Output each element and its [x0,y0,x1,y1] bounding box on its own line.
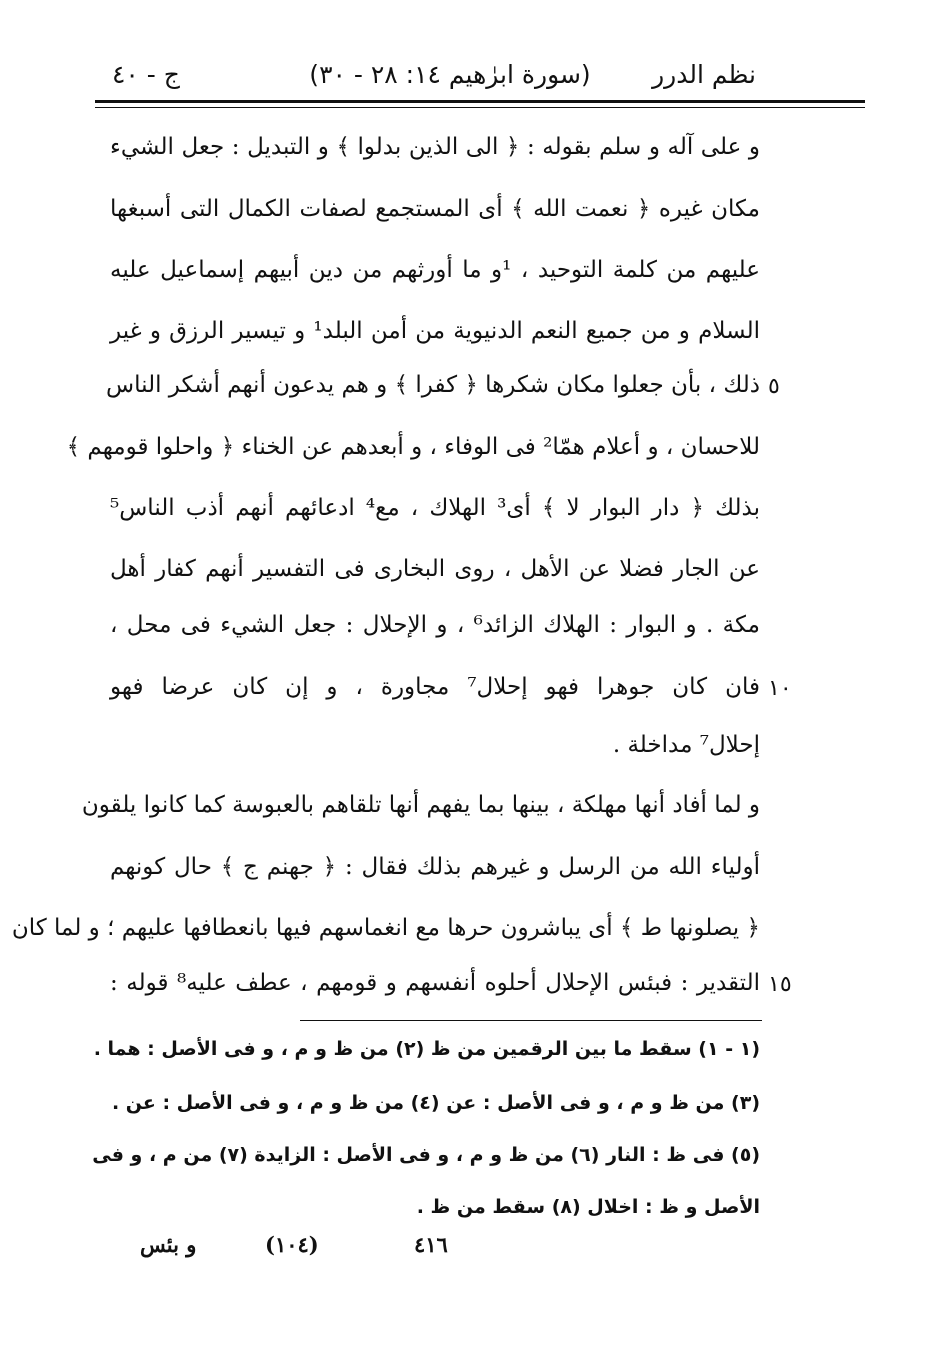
text-line: بذلك ﴿ دار البوار لا ﴾ أى³ الهلاك ، مع⁴ ادعائهم أنهم أذب الناس⁵ [110,495,760,521]
header-rule-thin [95,107,865,108]
running-head-surah: (سورة ابرٰهيم ١٤: ٢٨ - ٣٠) [309,60,591,89]
text-line: التقدير : فبئس الإحلال أحلوه أنفسهم و قومهم ، عطف عليه⁸ قوله : [110,970,760,996]
text-line: إحلال⁷ مداخلة . [612,732,760,758]
text-line: فان كان جوهرا فهو إحلال⁷ مجاورة ، و إن كان عرضا فهو [110,674,760,700]
text-line: ذلك ، بأن جعلوا مكان شكرها ﴿ كفرا ﴾ و هم يدعون أنهم أشكر الناس [106,372,760,398]
text-line: و على آله و سلم بقوله : ﴿ الى الذين بدلوا ﴾ و التبديل : جعل الشيء [110,134,760,160]
text-line: مكة . و البوار : الهلاك الزائد⁶ ، و الإحلال : جعل الشيء فى محل ، [110,612,760,638]
footnote-line: الأصل و ظ : اخلال (٨) سقط من ظ . [416,1196,760,1218]
text-line: ﴿ يصلونها ط ﴾ أى يباشرون حرها مع انغماسهم فيها بانعطافها عليهم ؛ و لما كان [11,915,760,941]
text-line: للاحسان ، و أعلام همّا² فى الوفاء ، و أبعدهم عن الخناء ﴿ واحلوا قومهم ﴾ [66,434,760,460]
line-number-5: ٥ [768,374,780,399]
text-line: السلام و من جميع النعم الدنيوية من أمن البلد¹ و تيسير الرزق و غير [110,318,760,344]
header-rule [95,100,865,103]
running-head-volume-page: ج - ٤٠ [112,60,180,89]
footnote-line: (٣) من ظ و م ، و فى الأصل : عن (٤) من ظ و م ، و فى الأصل : عن . [111,1092,760,1114]
line-number-15: ١٥ [768,972,792,997]
footnote-line: (٥) فى ظ : النار (٦) من ظ و م ، و فى الأصل : الزايدة (٧) من م ، و فى [92,1144,760,1166]
text-line: مكان غيره ﴿ نعمت الله ﴾ أى المستجمع لصفات الكمال التى أسبغها [110,196,760,222]
running-head-title: نظم الدرر [652,60,756,89]
line-number-10: ١٠ [768,676,792,701]
footnote-rule [300,1020,762,1021]
footnote-line: (١ - ١) سقط ما بين الرقمين من ظ (٢) من ظ و م ، و فى الأصل : هما . [93,1038,760,1060]
text-line: عن الجار فضلا عن الأهل ، روى البخارى فى التفسير أنهم كفار أهل [110,556,760,582]
page-number: ٤١٦ [414,1232,448,1257]
text-line: أولياء الله من الرسل و غيرهم بذلك فقال : ﴿ جهنم ج ﴾ حال كونهم [110,854,760,880]
volume-mark: (١٠٤) [265,1232,319,1257]
text-line: و لما أفاد أنها مهلكة ، بينها بما يفهم أنها تلقاهم بالعبوسة كما كانوا يلقون [81,792,760,818]
catchword: و بئس [140,1232,197,1257]
text-line: عليهم من كلمة التوحيد ، ¹و ما أورثهم من دين أبيهم إسماعيل عليه [110,257,760,283]
